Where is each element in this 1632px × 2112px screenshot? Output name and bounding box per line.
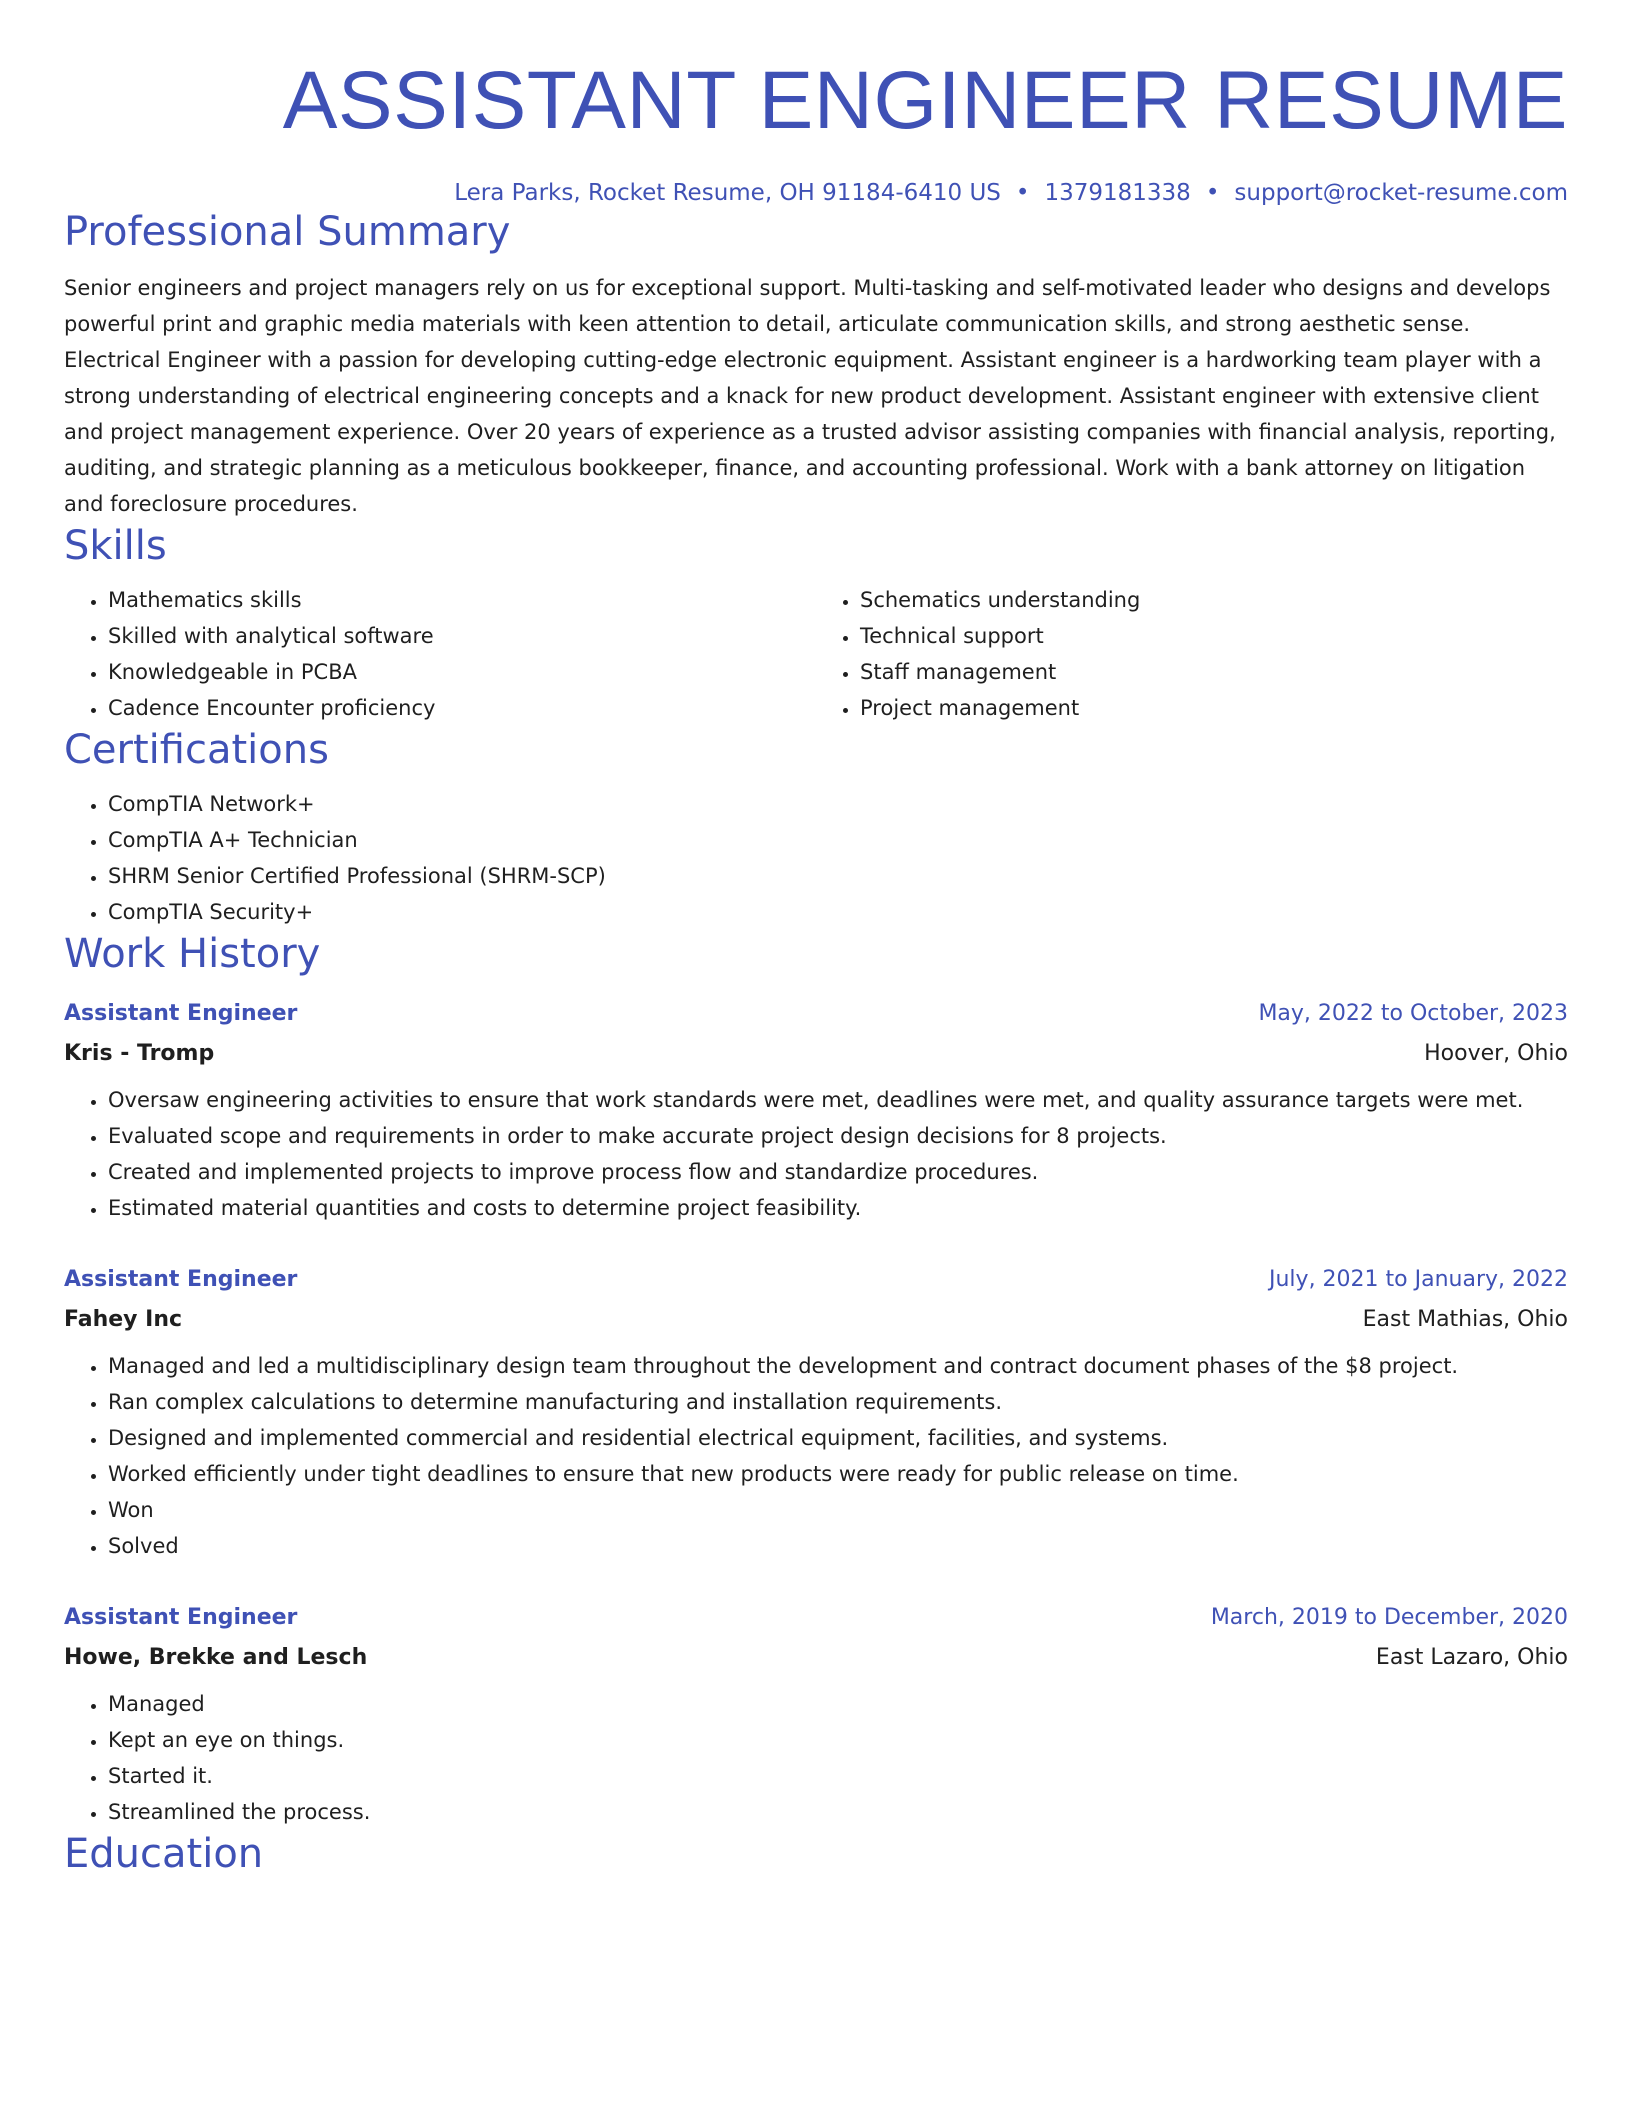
contact-separator: •: [1205, 180, 1220, 206]
job-duty: • Started it.: [108, 1758, 1568, 1794]
job-duty: • Oversaw engineering activities to ensure that work standards were met, deadlines were met, and quality assurance targets were met.: [108, 1082, 1568, 1118]
contact-separator: •: [1015, 180, 1030, 206]
job-location: East Mathias, Ohio: [1362, 1307, 1568, 1332]
skill-item: • Knowledgeable in PCBA: [108, 654, 816, 690]
skill-item: • Cadence Encounter proficiency: [108, 690, 816, 726]
job-duty: • Ran complex calculations to determine manufacturing and installation requirements.: [108, 1384, 1568, 1420]
skills-columns: [64, 582, 1568, 726]
job-duties-list: [64, 1348, 1568, 1564]
skill-item: • Technical support: [860, 618, 1568, 654]
job-company-row: [64, 1300, 1568, 1340]
education-heading: Education: [64, 1831, 264, 1877]
job-duty: • Won: [108, 1492, 1568, 1528]
job-duty: • Created and implemented projects to improve process flow and standardize procedures.: [108, 1154, 1568, 1190]
job-duty: • Estimated material quantities and costs to determine project feasibility.: [108, 1190, 1568, 1226]
skill-item: • Staff management: [860, 654, 1568, 690]
summary-section: [64, 208, 1568, 522]
skill-item: • Skilled with analytical software: [108, 618, 816, 654]
job-location: Hoover, Ohio: [1424, 1041, 1568, 1066]
certification-item: • SHRM Senior Certified Professional (SHRM-SCP): [108, 858, 1568, 894]
contact-address: Lera Parks, Rocket Resume, OH 91184-6410 US: [454, 180, 1001, 206]
job-duties-list: [64, 1082, 1568, 1226]
job-duty: • Evaluated scope and requirements in order to make accurate project design decisions for 8 projects.: [108, 1118, 1568, 1154]
job-title: Assistant Engineer: [64, 1267, 298, 1292]
certification-item: • CompTIA Network+: [108, 786, 1568, 822]
job-entry: [64, 1260, 1568, 1564]
job-title: Assistant Engineer: [64, 1001, 298, 1026]
job-header-row: [64, 1260, 1568, 1300]
skill-item: • Project management: [860, 690, 1568, 726]
job-duty: • Managed and led a multidisciplinary design team throughout the development and contract document phases of the $8 project.: [108, 1348, 1568, 1384]
job-duties-list: [64, 1686, 1568, 1830]
resume-header: [64, 0, 1568, 208]
job-duty: • Worked efficiently under tight deadlines to ensure that new products were ready for public release on time.: [108, 1456, 1568, 1492]
job-header-row: [64, 994, 1568, 1034]
contact-phone: 1379181338: [1044, 180, 1191, 206]
job-duty: • Kept an eye on things.: [108, 1722, 1568, 1758]
skills-list-right: [816, 582, 1568, 726]
summary-heading: Professional Summary: [64, 209, 511, 255]
job-company: Kris - Tromp: [64, 1041, 215, 1066]
contact-line: [64, 178, 1568, 208]
contact-email: support@rocket-resume.com: [1234, 180, 1568, 206]
resume-page: [64, 0, 1568, 1878]
job-location: East Lazaro, Ohio: [1375, 1645, 1568, 1670]
job-title: Assistant Engineer: [64, 1605, 298, 1630]
certifications-list: [64, 786, 1568, 930]
job-entry: [64, 994, 1568, 1226]
certification-item: • CompTIA A+ Technician: [108, 822, 1568, 858]
job-dates: March, 2019 to December, 2020: [1210, 1605, 1568, 1630]
skills-heading: Skills: [64, 523, 167, 569]
job-company-row: [64, 1638, 1568, 1678]
education-section: [64, 1830, 1568, 1878]
job-duty: • Designed and implemented commercial and residential electrical equipment, facilities, and systems.: [108, 1420, 1568, 1456]
job-company-row: [64, 1034, 1568, 1074]
skills-section: [64, 522, 1568, 726]
job-duty: • Managed: [108, 1686, 1568, 1722]
job-entry: [64, 1598, 1568, 1830]
skill-item: • Schematics understanding: [860, 582, 1568, 618]
skill-item: • Mathematics skills: [108, 582, 816, 618]
job-duty: • Streamlined the process.: [108, 1794, 1568, 1830]
certifications-section: [64, 726, 1568, 930]
job-dates: May, 2022 to October, 2023: [1258, 1001, 1568, 1026]
summary-text: Senior engineers and project managers rely on us for exceptional support. Multi-tasking and self-motivated leader who designs and develops powerful print and graphic media materials with keen attention to detail, articulate communication skills, and strong aesthetic sense. Electrical Engineer with a passion for developing cutting-edge electronic equipment. Assistant engineer is a hardworking team player with a strong understanding of electrical engineering concepts and a knack for new product development. Assistant engineer with extensive client and project management experience. Over 20 years of experience as a trusted advisor assisting companies with financial analysis, reporting, auditing, and strategic planning as a meticulous bookkeeper, finance, and accounting professional. Work with a bank attorney on litigation and foreclosure procedures.: [64, 276, 1556, 516]
certification-item: • CompTIA Security+: [108, 894, 1568, 930]
job-company: Howe, Brekke and Lesch: [64, 1645, 368, 1670]
work-history-heading: Work History: [64, 931, 321, 977]
job-duty: • Solved: [108, 1528, 1568, 1564]
job-company: Fahey Inc: [64, 1307, 183, 1332]
job-dates: July, 2021 to January, 2022: [1269, 1267, 1568, 1292]
resume-title: ASSISTANT ENGINEER RESUME: [282, 55, 1568, 146]
work-history-section: [64, 930, 1568, 1830]
certifications-heading: Certifications: [64, 727, 329, 773]
job-header-row: [64, 1598, 1568, 1638]
skills-list-left: [64, 582, 816, 726]
